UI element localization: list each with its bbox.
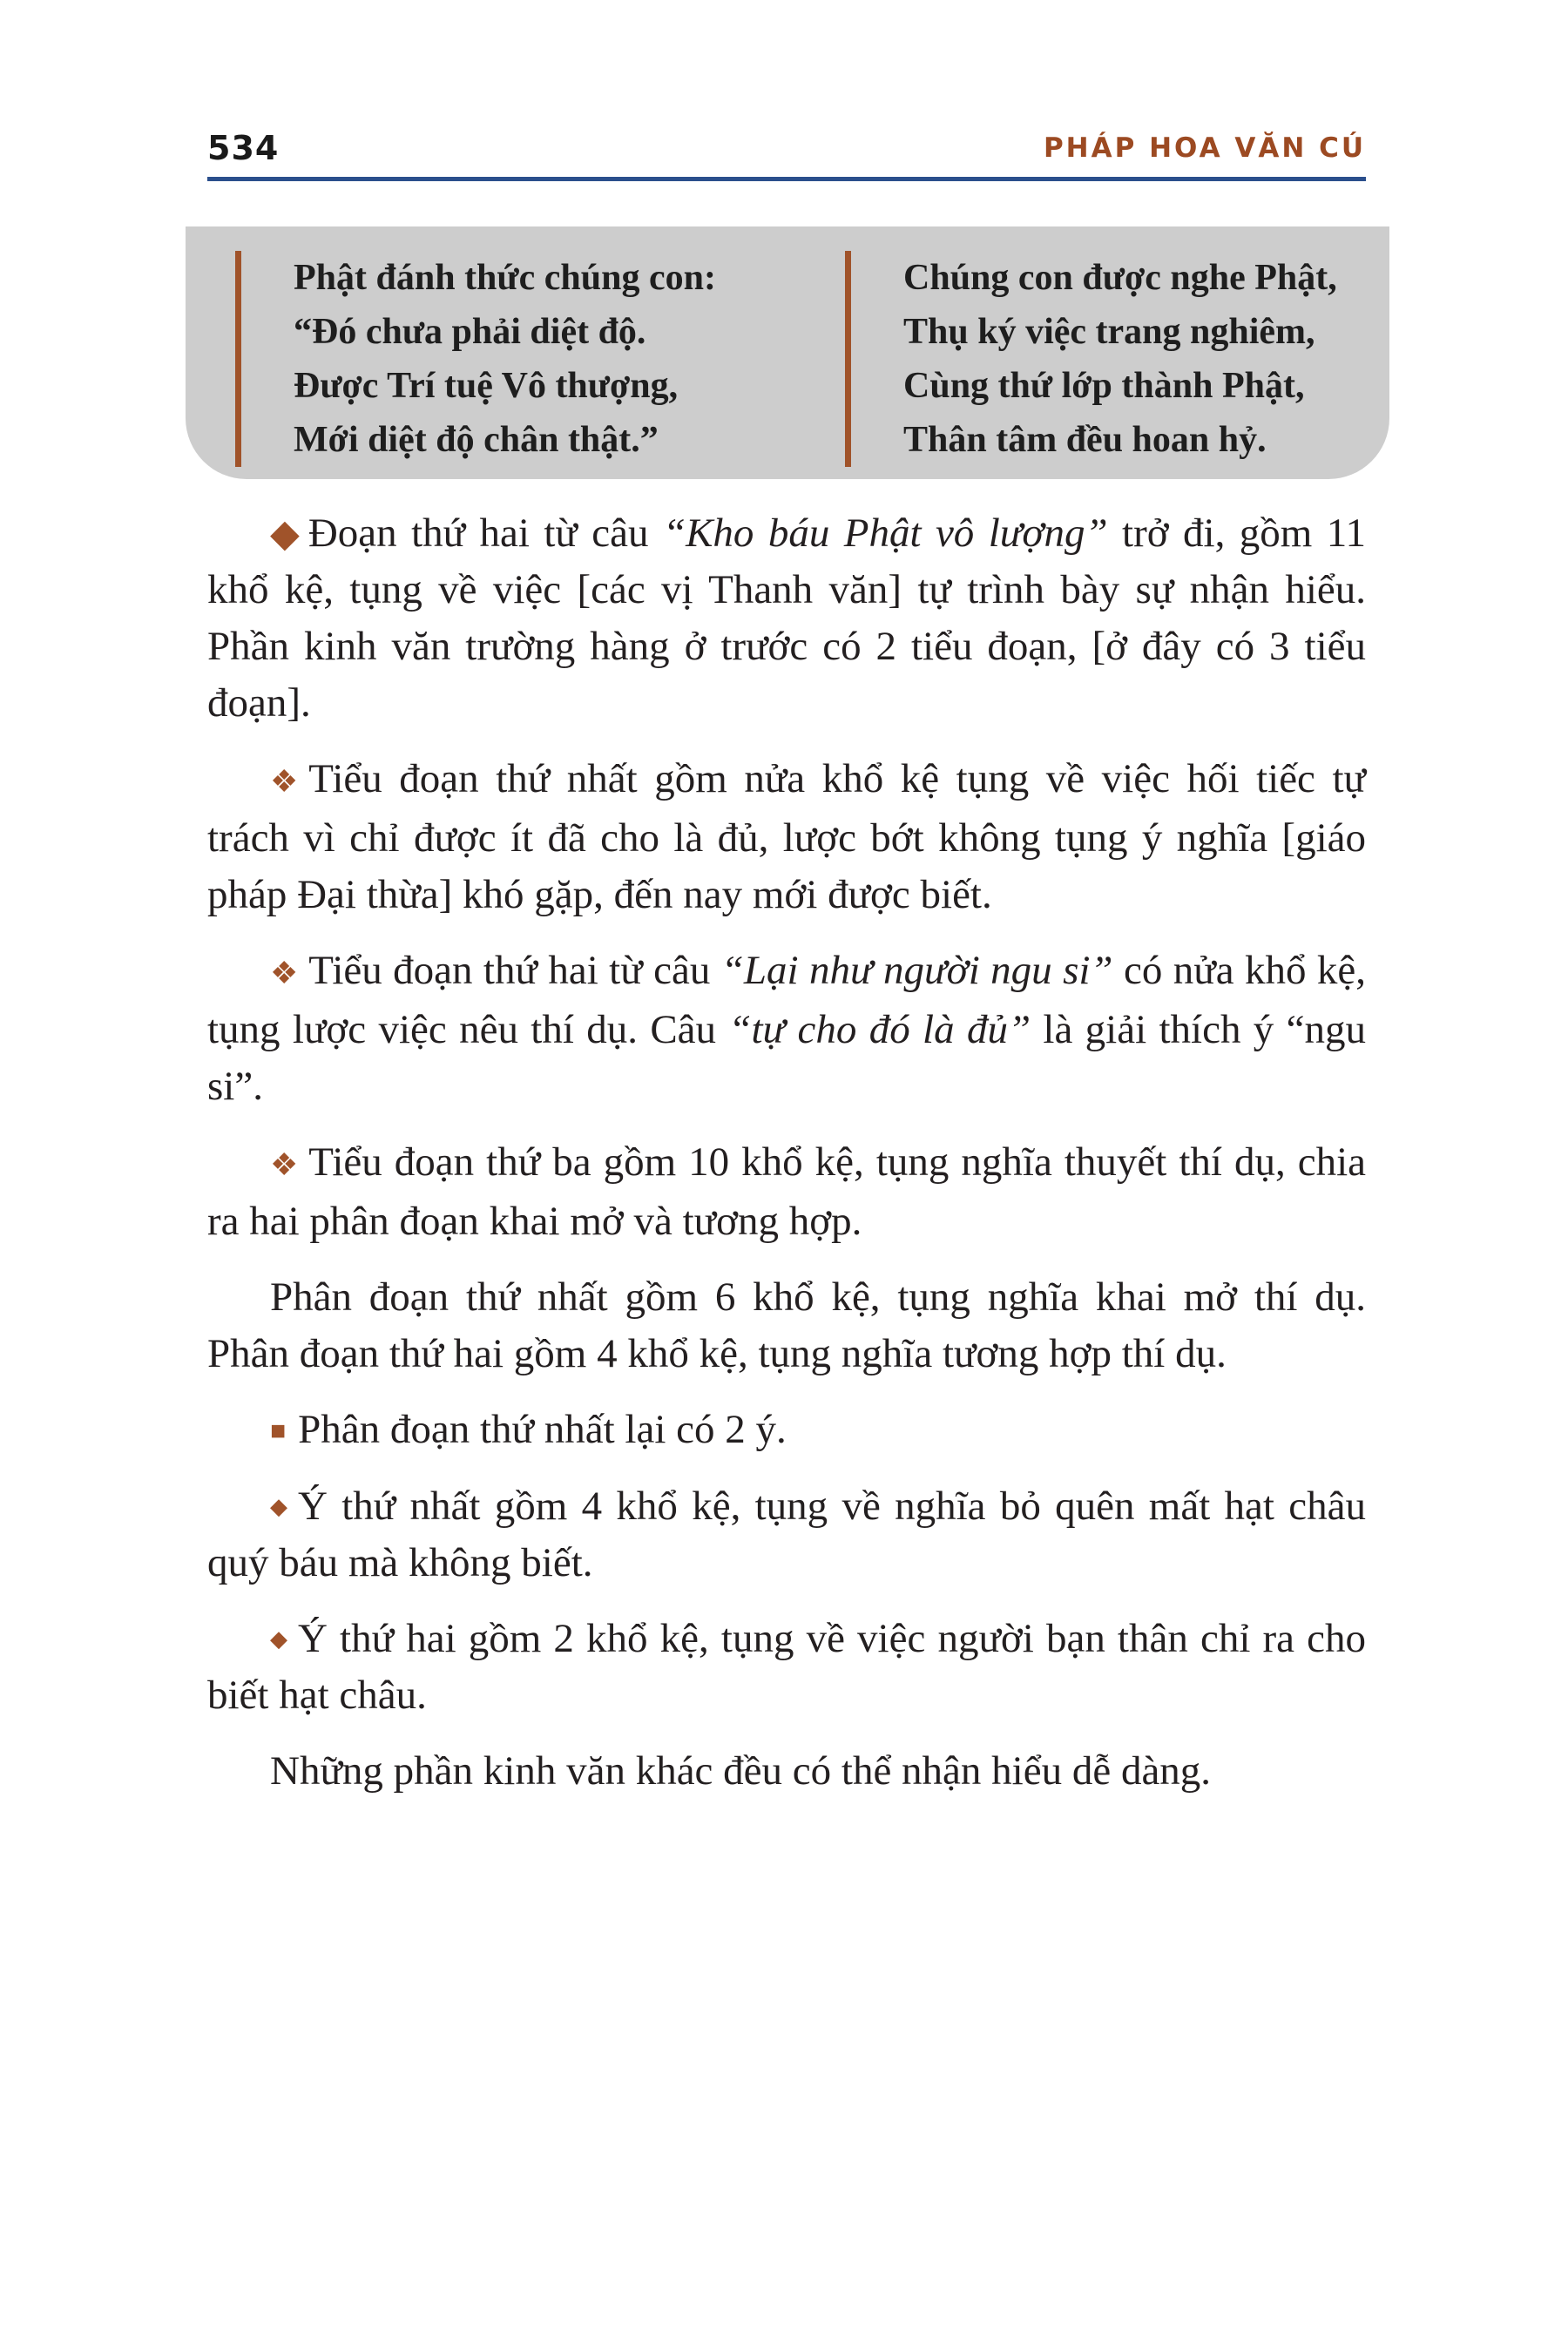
verse-column-right: [845, 251, 1337, 467]
paragraph-text: Ý thứ hai gồm 2 khổ kệ, tụng về việc người bạn thân chỉ ra cho biết hạt châu.: [207, 1616, 1366, 1718]
diamond-bullet-icon: ◆: [270, 512, 300, 555]
paragraph-division: [207, 1269, 1366, 1382]
verse-column-left: [235, 251, 716, 467]
verse-line: Được Trí tuệ Vô thượng,: [294, 366, 679, 406]
paragraph-text: có nửa khổ kệ, tụng lược việc nêu thí dụ. Câu: [207, 948, 1366, 1052]
paragraph-text: Những phần kinh văn khác đều có thể nhận hiểu dễ dàng.: [270, 1748, 1212, 1794]
paragraph-text: Tiểu đoạn thứ ba gồm 10 khổ kệ, tụng nghĩa thuyết thí dụ, chia ra hai phân đoạn khai mở và tương hợp.: [207, 1139, 1366, 1244]
paragraph-text: Tiểu đoạn thứ nhất gồm nửa khổ kệ tụng về việc hối tiếc tự trách vì chỉ được ít đã cho là đủ, lược bớt không tụng ý nghĩa [giáo pháp Đại thừa] khó gặp, đến nay mới được biết.: [207, 756, 1366, 917]
four-diamond-bullet-icon: ❖: [270, 1147, 299, 1182]
page-number: 534: [207, 129, 280, 167]
verse-line: Mới diệt độ chân thật.”: [294, 420, 659, 460]
verse-line: Phật đánh thức chúng con:: [294, 258, 716, 298]
paragraph-text: Ý thứ nhất gồm 4 khổ kệ, tụng về nghĩa bỏ quên mất hạt châu quý báu mà không biết.: [207, 1484, 1366, 1585]
paragraph-text: Phân đoạn thứ nhất gồm 6 khổ kệ, tụng nghĩa khai mở thí dụ. Phân đoạn thứ hai gồm 4 khổ kệ, tụng nghĩa tương hợp thí dụ.: [207, 1274, 1366, 1376]
paragraph-text: Đoạn thứ hai từ câu: [308, 510, 663, 556]
body-text: [207, 505, 1366, 1819]
paragraph-closing: [207, 1743, 1366, 1800]
paragraph-section-two: [207, 505, 1366, 732]
paragraph-idea-one: [207, 1478, 1366, 1592]
quoted-phrase: “Lại như người ngu si”: [720, 948, 1113, 993]
paragraph-subsection-two: [207, 943, 1366, 1115]
header-rule: [207, 177, 1366, 181]
running-title: PHÁP HOA VĂN CÚ: [1043, 132, 1366, 164]
verse-line: “Đó chưa phải diệt độ.: [294, 312, 646, 352]
quoted-phrase: “tự cho đó là đủ”: [728, 1007, 1031, 1052]
small-diamond-bullet-icon: ◆: [270, 1626, 287, 1652]
paragraph-subsection-one: [207, 751, 1366, 923]
paragraph-text: Tiểu đoạn thứ hai từ câu: [308, 948, 721, 993]
four-diamond-bullet-icon: ❖: [270, 956, 299, 990]
paragraph-text: Phân đoạn thứ nhất lại có 2 ý.: [298, 1407, 787, 1452]
page-header: [207, 124, 1366, 178]
paragraph-idea-two: [207, 1611, 1366, 1724]
four-diamond-bullet-icon: ❖: [270, 764, 299, 799]
square-bullet-icon: ■: [270, 1416, 287, 1445]
verse-line: Thân tâm đều hoan hỷ.: [903, 420, 1267, 460]
paragraph-text: là giải thích ý “ngu si”.: [207, 1007, 1366, 1109]
verse-line: Cùng thứ lớp thành Phật,: [903, 366, 1305, 406]
verse-line: Chúng con được nghe Phật,: [903, 258, 1337, 298]
paragraph-subsection-three: [207, 1134, 1366, 1250]
paragraph-division-one: [207, 1402, 1366, 1459]
quoted-phrase: “Kho báu Phật vô lượng”: [662, 510, 1108, 556]
verse-line: Thụ ký việc trang nghiêm,: [903, 312, 1315, 352]
paragraph-text: trở đi, gồm 11 khổ kệ, tụng về việc [các vị Thanh văn] tự trình bày sự nhận hiểu. Phần kinh văn trường hàng ở trước có 2 tiểu đoạn, [ở đây có 3 tiểu đoạn].: [207, 510, 1366, 726]
verse-box: [186, 226, 1389, 479]
small-diamond-bullet-icon: ◆: [270, 1494, 287, 1519]
